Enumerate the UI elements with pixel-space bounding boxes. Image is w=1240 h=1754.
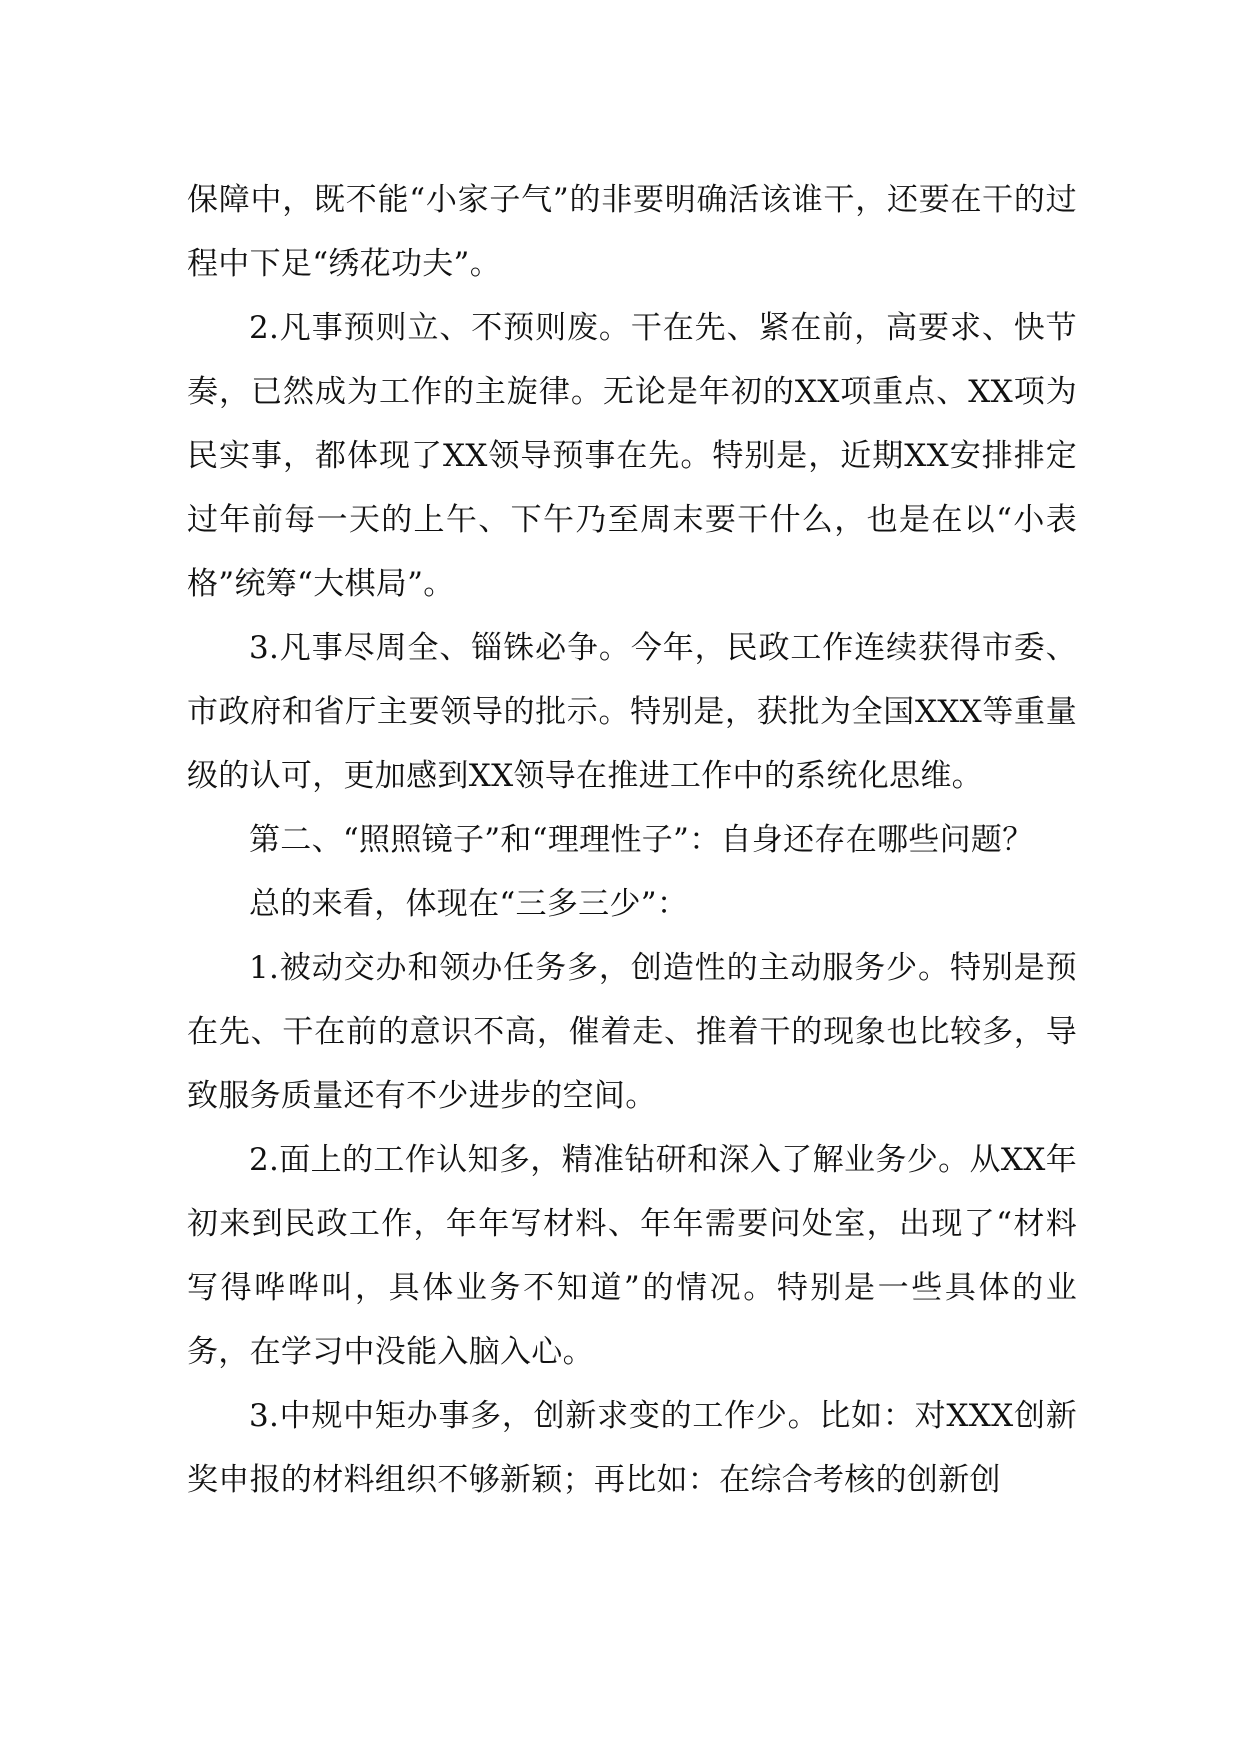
section-heading-2: 第二、“照照镜子”和“理理性子”：自身还存在哪些问题？	[249, 822, 1034, 858]
problem-item-1: 1.被动交办和领办任务多，创造性的主动服务少。特别是预在先、干在前的意识不高，催着走、推着干的现象也比较多，导致服务质量还有不少进步的空间。	[187, 950, 1077, 1114]
problem-item-2: 2.面上的工作认知多，精准钻研和深入了解业务少。从XX年初来到民政工作，年年写材料、年年需要问处室，出现了“材料写得哗哗叫，具体业务不知道”的情况。特别是一些具体的业务，在学习中没能入脑入心。	[187, 1142, 1077, 1370]
problem-item-3: 3.中规中矩办事多，创新求变的工作少。比如：对XXX创新奖申报的材料组织不够新颖；再比如：在综合考核的创新创	[187, 1398, 1077, 1498]
paragraph-item-2: 2.凡事预则立、不预则废。干在先、紧在前，高要求、快节奏，已然成为工作的主旋律。无论是年初的XX项重点、XX项为民实事，都体现了XX领导预事在先。特别是，近期XX安排排定过年前每一天的上午、下午乃至周末要干什么，也是在以“小表格”统筹“大棋局”。	[187, 310, 1077, 602]
summary-paragraph: 总的来看，体现在“三多三少”：	[249, 886, 689, 922]
paragraph-item-3: 3.凡事尽周全、锱铢必争。今年，民政工作连续获得市委、市政府和省厅主要领导的批示。特别是，获批为全国XXX等重量级的认可，更加感到XX领导在推进工作中的系统化思维。	[187, 630, 1077, 794]
document-body	[187, 168, 1077, 1512]
paragraph-continuation: 保障中，既不能“小家子气”的非要明确活该谁干，还要在干的过程中下足“绣花功夫”。	[187, 182, 1077, 282]
